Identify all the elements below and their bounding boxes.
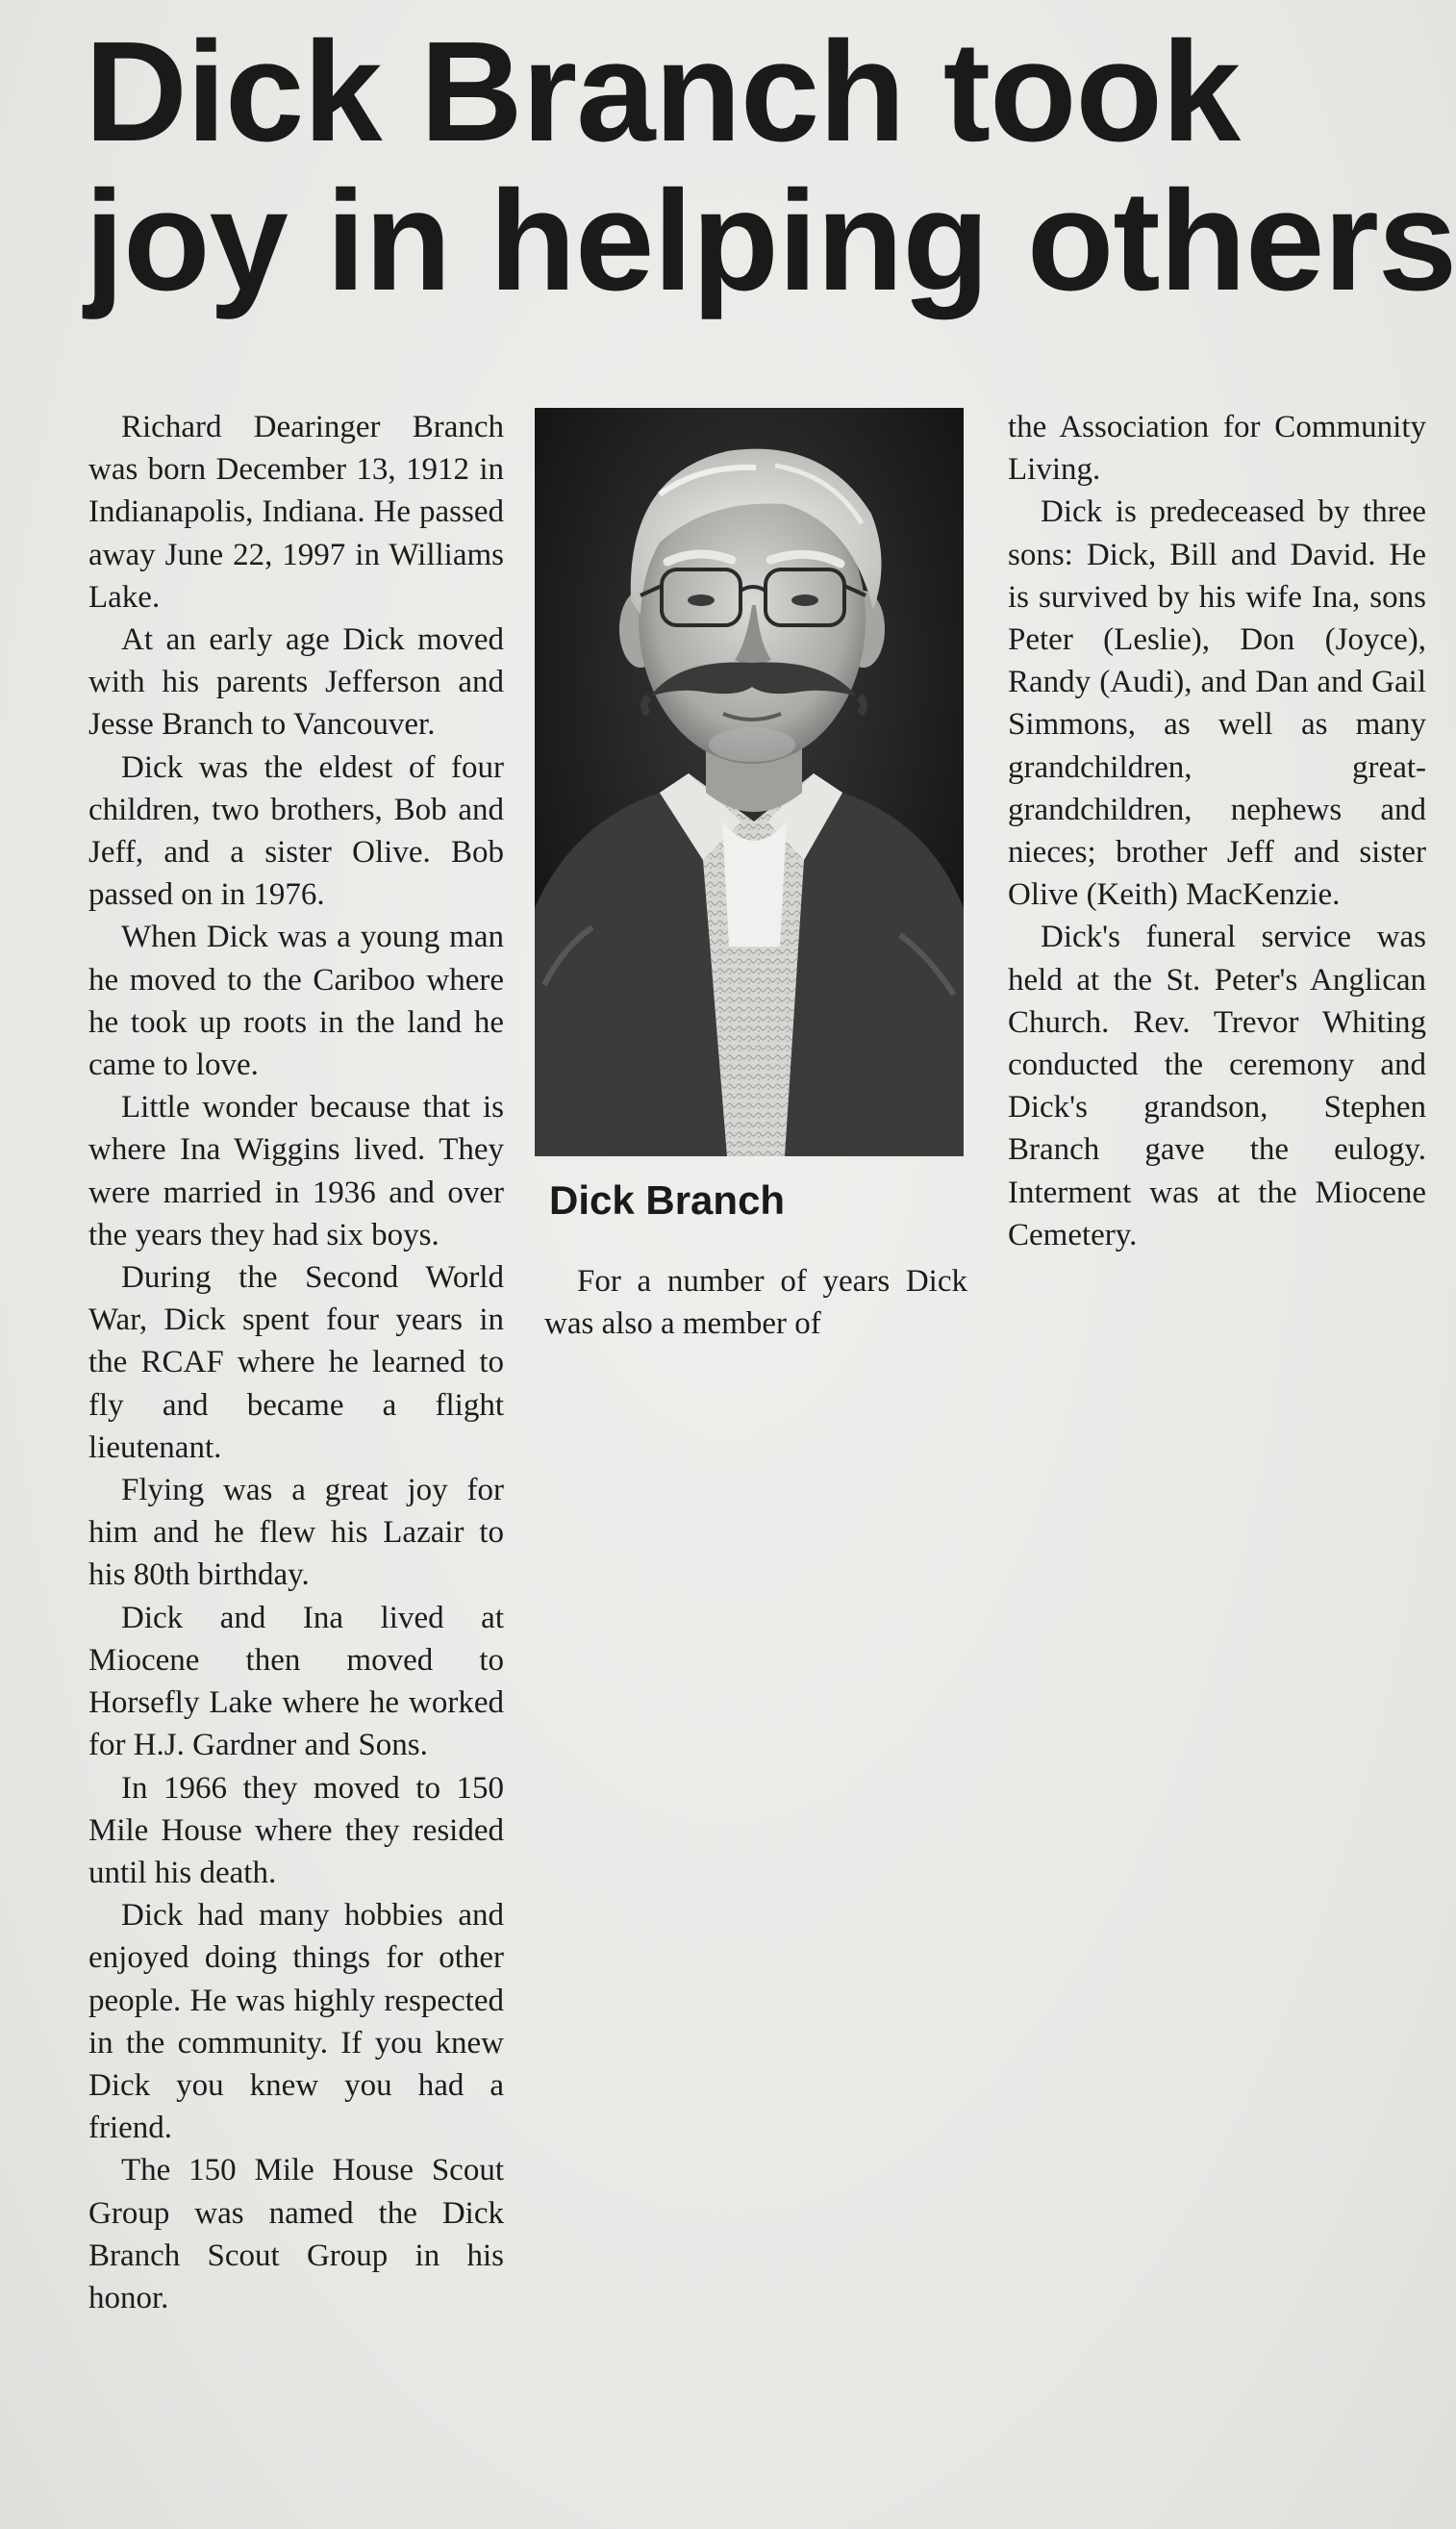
- paragraph: Dick was the eldest of four children, two brothers, Bob and Jeff, and a sister Olive. Bob passed on in 1976.: [88, 749, 504, 913]
- headline-line-2: joy in helping others: [85, 162, 1456, 320]
- article-column-1: [88, 406, 504, 2319]
- paragraph: Dick and Ina lived at Miocene then moved to Horsefly Lake where he worked for H.J. Gardner and Sons.: [88, 1600, 504, 1763]
- article-column-3: [1008, 406, 1426, 1256]
- paragraph: Dick is predeceased by three sons: Dick, Bill and David. He is survived by his wife Ina, sons Peter (Leslie), Don (Joyce), Randy (Audi), and Dan and Gail Simmons, as well as many grandchildren, great-grandchildren, nephews and nieces; brother Jeff and sister Olive (Keith) MacKenzie.: [1008, 494, 1426, 913]
- article-column-2: [544, 1260, 967, 1345]
- paragraph: During the Second World War, Dick spent four years in the RCAF where he learned to fly and became a flight lieutenant.: [88, 1260, 504, 1465]
- paragraph: For a number of years Dick was also a member of: [544, 1264, 967, 1342]
- headline: [85, 13, 1456, 320]
- paragraph: When Dick was a young man he moved to the Cariboo where he took up roots in the land he came to love.: [88, 920, 504, 1083]
- paragraph: Flying was a great joy for him and he flew his Lazair to his 80th birthday.: [88, 1473, 504, 1593]
- portrait-illustration: [535, 408, 964, 1156]
- paragraph-continued: the Association for Community Living.: [1008, 410, 1426, 488]
- paragraph: The 150 Mile House Scout Group was named the Dick Branch Scout Group in his honor.: [88, 2153, 504, 2315]
- portrait-photo: [535, 408, 964, 1156]
- paragraph: Little wonder because that is where Ina Wiggins lived. They were married in 1936 and over the years they had six boys.: [88, 1090, 504, 1252]
- headline-line-1: Dick Branch took: [85, 13, 1241, 171]
- paragraph: In 1966 they moved to 150 Mile House where they resided until his death.: [88, 1770, 504, 1890]
- paragraph: Dick had many hobbies and enjoyed doing things for other people. He was highly respected in the community. If you knew Dick you knew you had a friend.: [88, 1898, 504, 2146]
- paragraph: At an early age Dick moved with his parents Jefferson and Jesse Branch to Vancouver.: [88, 622, 504, 743]
- photo-caption: Dick Branch: [549, 1177, 786, 1223]
- paragraph: Richard Dearinger Branch was born December 13, 1912 in Indianapolis, Indiana. He passed away June 22, 1997 in Williams Lake.: [88, 410, 504, 615]
- paragraph: Dick's funeral service was held at the St. Peter's Anglican Church. Rev. Trevor Whiting conducted the ceremony and Dick's grandson, Stephen Branch gave the eulogy. Interment was at the Miocene Cemetery.: [1008, 920, 1426, 1252]
